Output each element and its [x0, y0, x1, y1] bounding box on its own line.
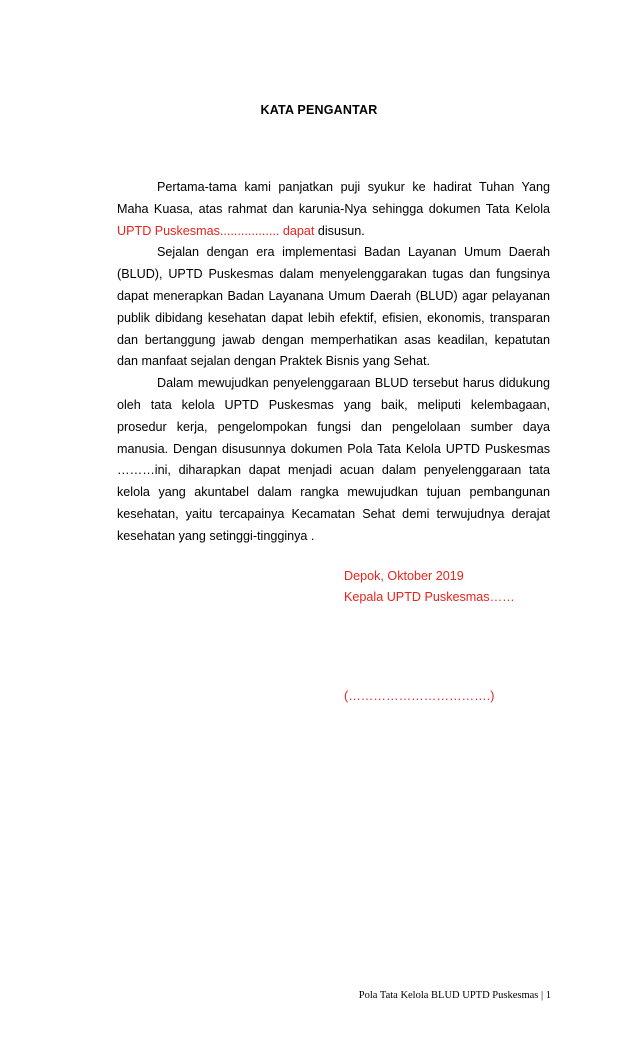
signature-name: (…………………………….) — [344, 689, 495, 703]
paragraph-1-text: Pertama-tama kami panjatkan puji syukur ke hadirat Tuhan Yang Maha Kuasa, atas rahmat dan karunia-Nya sehingga dokumen Tata Kelola — [117, 180, 550, 216]
signature-position: Kepala UPTD Puskesmas…… — [344, 590, 515, 604]
paragraph-1-end: disusun. — [314, 223, 365, 238]
paragraph-2: Sejalan dengan era implementasi Badan Layanan Umum Daerah (BLUD), UPTD Puskesmas dalam menyelenggarakan tugas dan fungsinya dapat menerapkan Badan Layanana Umum Daerah (BLUD) agar pelayanan publik dibidang kesehatan dapat lebih efektif, efisien, ekonomis, transparan dan bertanggung jawab dengan memperhatikan asas keadilan, kepatutan dan manfaat sejalan dengan Praktek Bisnis yang Sehat. — [117, 245, 550, 369]
paragraph-1-highlight: UPTD Puskesmas................. dapat — [117, 223, 315, 238]
paragraph-3: Dalam mewujudkan penyelenggaraan BLUD tersebut harus didukung oleh tata kelola UPTD Puskesmas yang baik, meliputi kelembagaan, prosedur kerja, pengelompokan fungsi dan pengelolaan sumber daya manusia. Dengan disusunnya dokumen Pola Tata Kelola UPTD Puskesmas ………ini, diharapkan dapat menjadi acuan dalam penyelenggaraan tata kelola yang akuntabel dalam rangka mewujudkan tujuan pembangunan kesehatan, yaitu tercapainya Kecamatan Sehat demi terwujudnya derajat kesehatan yang setinggi-tingginya . — [117, 376, 550, 543]
body-text — [117, 177, 550, 548]
paragraph-1 — [117, 177, 550, 242]
signature-place-date: Depok, Oktober 2019 — [344, 569, 464, 583]
signature-block — [344, 566, 515, 608]
page-title: KATA PENGANTAR — [260, 103, 378, 117]
page-footer: Pola Tata Kelola BLUD UPTD Puskesmas | 1 — [358, 990, 551, 1001]
